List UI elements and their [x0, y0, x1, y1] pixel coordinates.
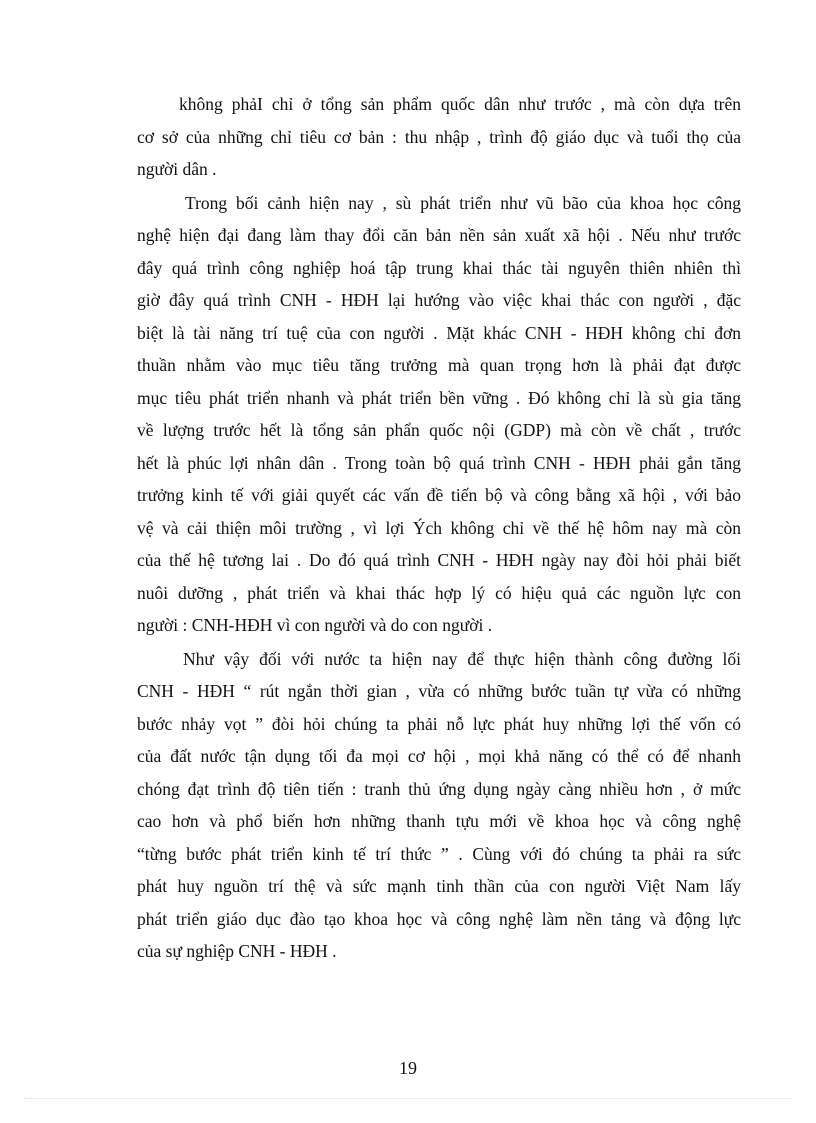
text-line: đây quá trình công nghiệp hoá tập trung khai thác tài nguyên thiên nhiên thì: [137, 257, 741, 278]
paragraph-2: [137, 187, 741, 642]
text-line: phát huy nguồn trí thệ và sức mạnh tinh thần của con người Việt Nam lấy: [137, 876, 741, 896]
text-line: bước nhảy vọt ” đòi hỏi chúng ta phải nỗ lực phát huy những lợi thế vốn có: [137, 713, 741, 734]
text-line: nuôi dưỡng , phát triển và khai thác hợp lý có hiệu quả các nguồn lực con: [137, 582, 741, 603]
page-bottom-divider: [24, 1098, 792, 1099]
text-line: cao hơn và phổ biến hơn những thanh tựu mới về khoa học và công nghệ: [137, 811, 741, 831]
text-line: phát triển giáo dục đào tạo khoa học và công nghệ làm nền tảng và động lực: [137, 908, 741, 929]
text-line: trưởng kinh tế với giải quyết các vấn đề tiến bộ và công bằng xã hội , với bảo: [137, 485, 741, 505]
text-line: Như vậy đối với nước ta hiện nay để thực hiện thành công đường lối: [183, 648, 741, 669]
text-line: giờ đây quá trình CNH - HĐH lại hướng vào việc khai thác con người , đặc: [137, 290, 741, 310]
paragraph-3: [137, 643, 741, 968]
text-line: của sự nghiệp CNH - HĐH .: [137, 941, 337, 961]
text-line: của đất nước tận dụng tối đa mọi cơ hội , mọi khả năng có thể có để nhanh: [137, 746, 741, 766]
text-line: nghệ hiện đại đang làm thay đổi căn bản nền sản xuất xã hội . Nếu như trước: [137, 225, 741, 245]
text-line: mục tiêu phát triển nhanh và phát triển bền vững . Đó không chỉ là sù gia tăng: [137, 387, 741, 408]
text-line: về lượng trước hết là tổng sản phẩn quốc nội (GDP) mà còn về chất , trước: [137, 420, 741, 440]
text-line: người : CNH-HĐH vì con người và do con người .: [137, 615, 493, 635]
text-line: vệ và cải thiện môi trường , vì lợi Ých không chỉ về thế hệ hôm nay mà còn: [137, 517, 741, 538]
text-line: “từng bước phát triển kinh tế trí thức ” . Cùng với đó chúng ta phải ra sức: [137, 843, 741, 864]
text-line: thuần nhằm vào mục tiêu tăng trưởng mà quan trọng hơn là phải đạt được: [137, 355, 741, 375]
text-line: hết là phúc lợi nhân dân . Trong toàn bộ quá trình CNH - HĐH phải gắn tăng: [137, 452, 741, 473]
document-body: [137, 88, 741, 968]
text-line: không phảI chỉ ở tổng sản phẩm quốc dân như trước , mà còn dựa trên: [179, 94, 741, 114]
text-line: chóng đạt trình độ tiên tiến : tranh thủ ứng dụng ngày càng nhiều hơn , ở mức: [137, 778, 741, 799]
text-line: người dân .: [137, 159, 217, 179]
text-line: của thế hệ tương lai . Do đó quá trình CNH - HĐH ngày nay đòi hỏi phải biết: [137, 550, 741, 570]
text-line: cơ sở của những chỉ tiêu cơ bản : thu nhập , trình độ giáo dục và tuổi thọ của: [137, 126, 741, 147]
text-line: biệt là tài năng trí tuệ của con người . Mặt khác CNH - HĐH không chỉ đơn: [137, 322, 741, 343]
page-number: 19: [399, 1058, 417, 1078]
text-line: Trong bối cảnh hiện nay , sù phát triển như vũ bão của khoa học công: [185, 192, 741, 213]
paragraph-1: [137, 88, 741, 186]
text-line: CNH - HĐH “ rút ngắn thời gian , vừa có những bước tuần tự vừa có những: [137, 681, 741, 701]
